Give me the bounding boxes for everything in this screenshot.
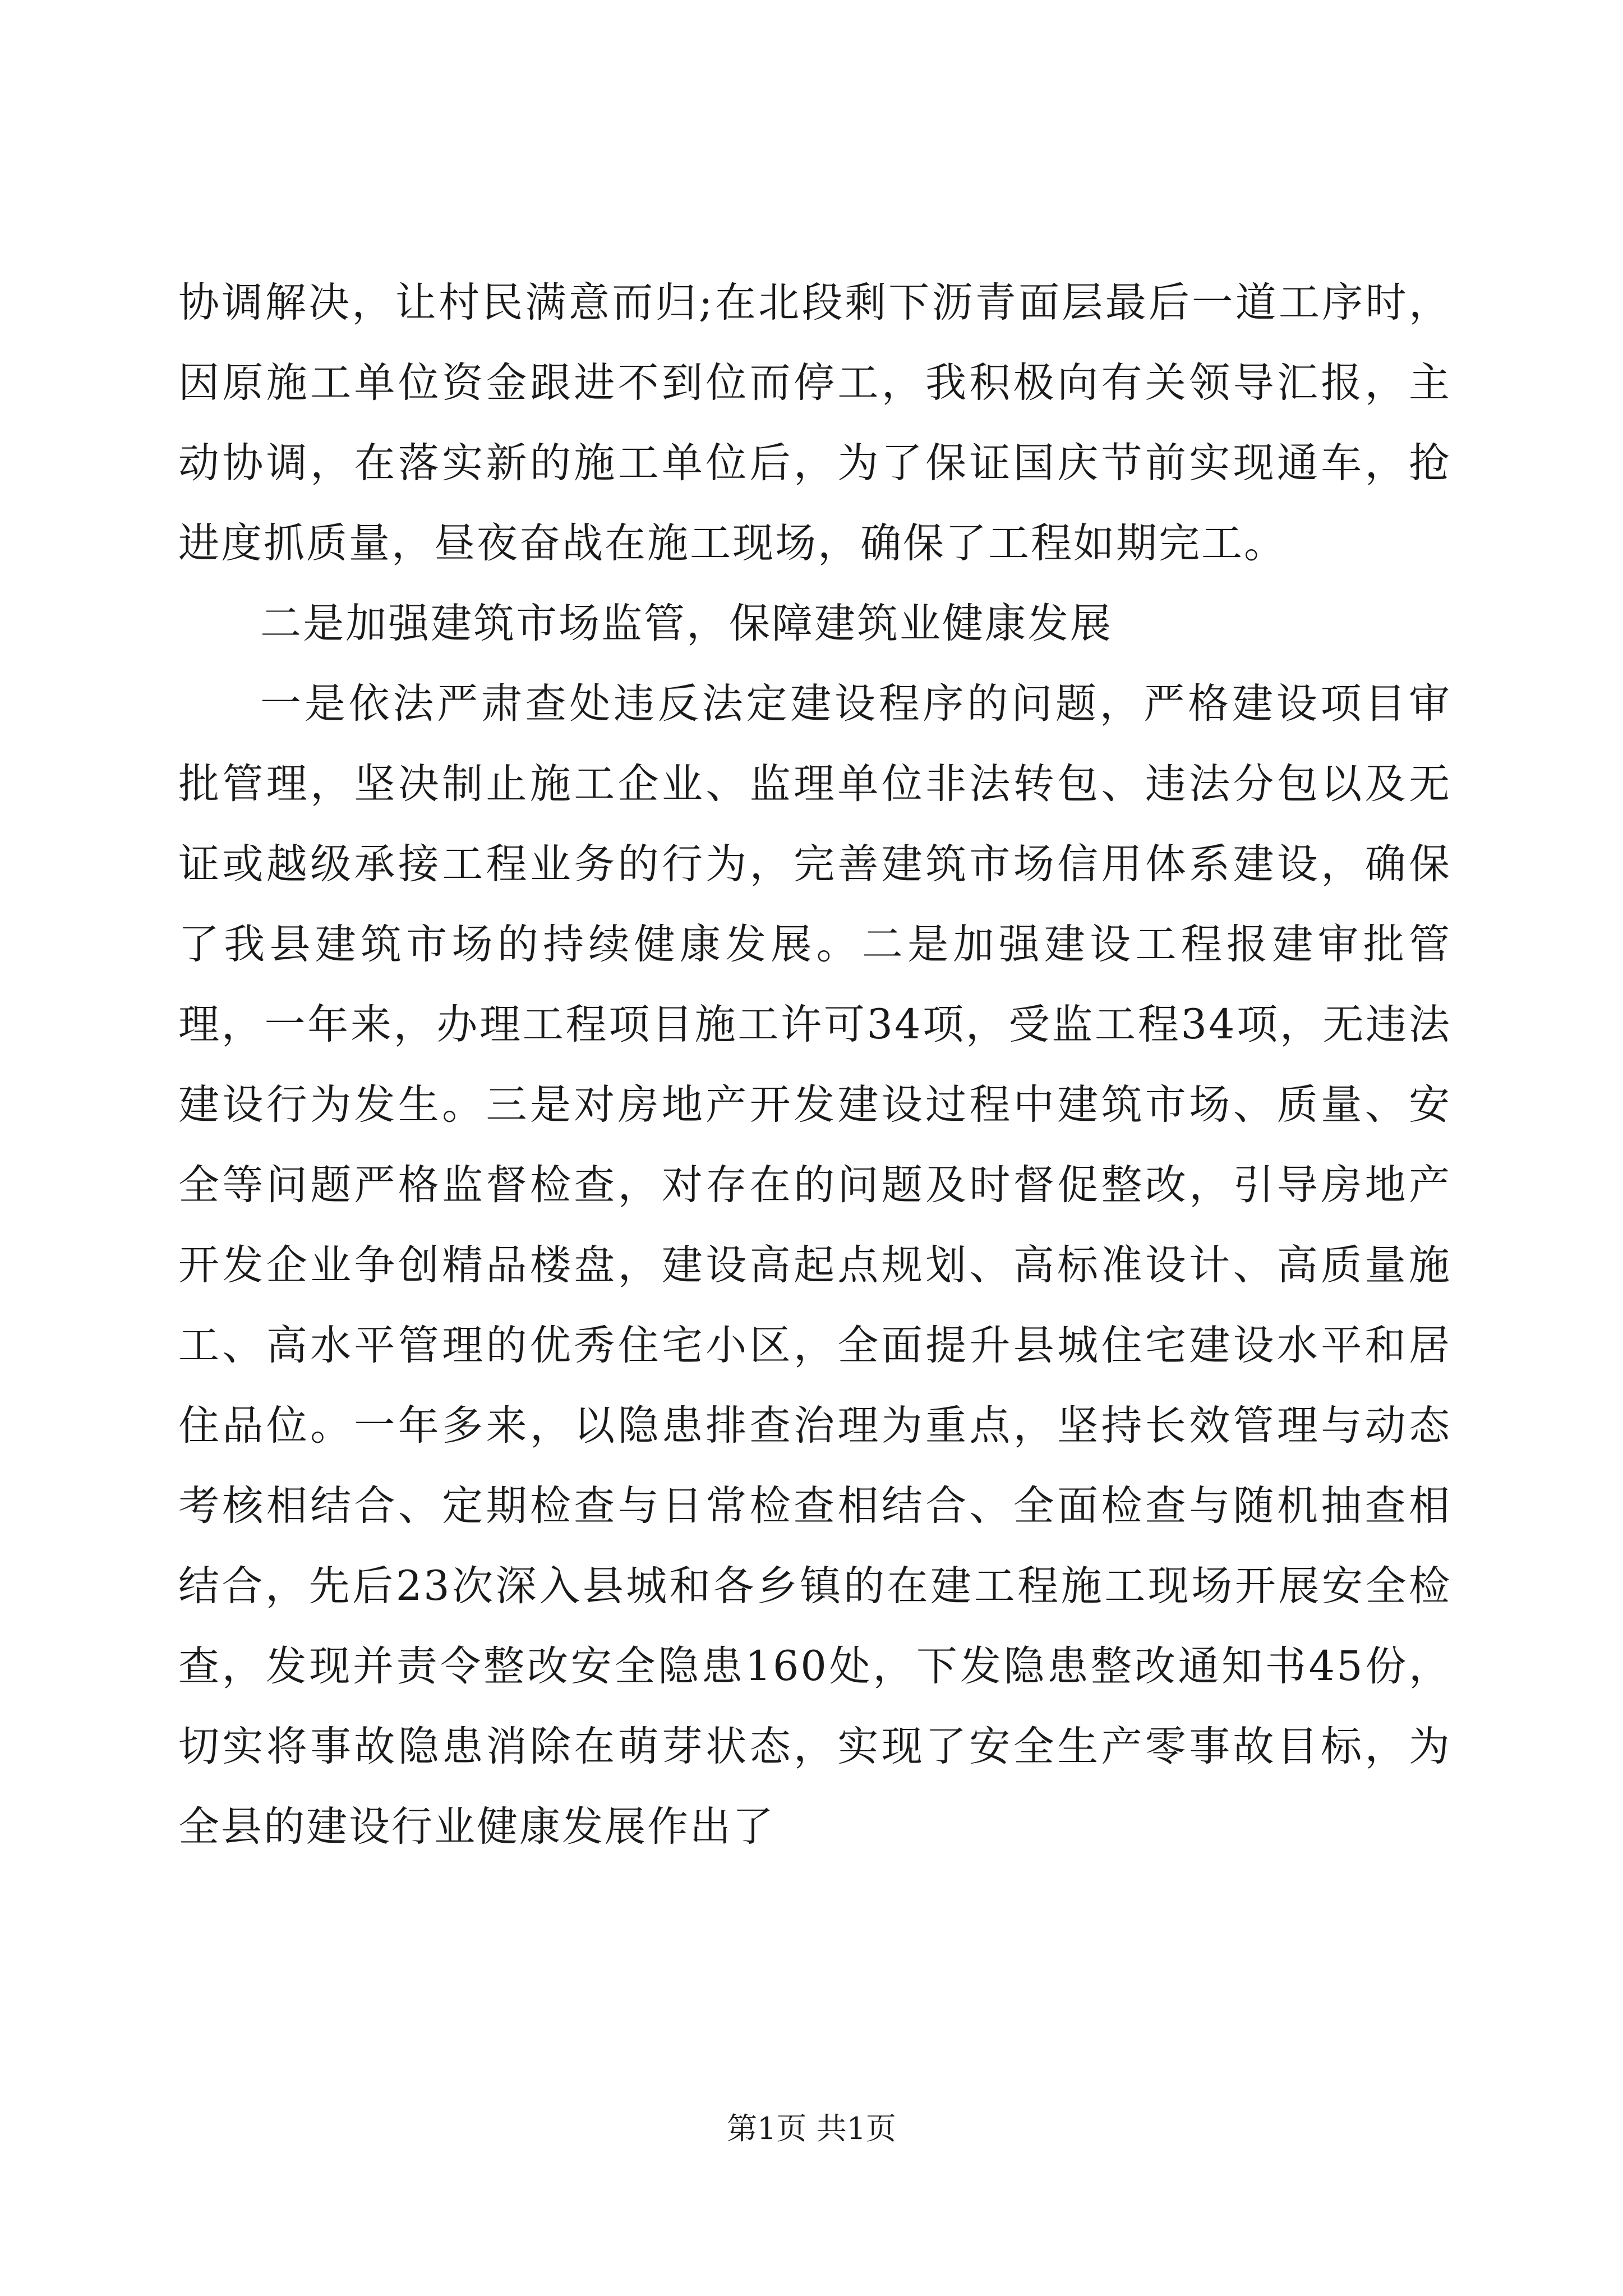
section-heading: 二是加强建筑市场监管，保障建筑业健康发展 (260, 600, 1113, 647)
paragraph-body: 一是依法严肃查处违反法定建设程序的问题，严格建设项目审批管理，坚决制止施工企业、监理单位非法转包、违法分包以及无证或越级承接工程业务的行为，完善建筑市场信用体系建设，确保了我县建筑市场的持续健康发展。二是加强建设工程报建审批管理，一年来，办理工程项目施工许可34项，受监工程34项，无违法建设行为发生。三是对房地产开发建设过程中建筑市场、质量、安全等问题严格监督检查，对存在的问题及时督促整改，引导房地产开发企业争创精品楼盘，建设高起点规划、高标准设计、高质量施工、高水平管理的优秀住宅小区，全面提升县城住宅建设水平和居住品位。一年多来，以隐患排查治理为重点，坚持长效管理与动态考核相结合、定期检查与日常检查相结合、全面检查与随机抽查相结合，先后23次深入县城和各乡镇的在建工程施工现场开展安全检查，发现并责令整改安全隐患160处，下发隐患整改通知书45份，切实将事故隐患消除在萌芽状态，实现了安全生产零事故目标，为全县的建设行业健康发展作出了 (178, 680, 1451, 1851)
paragraph-continuation: 协调解决，让村民满意而归;在北段剩下沥青面层最后一道工序时，因原施工单位资金跟进不到位而停工，我积极向有关领导汇报，主动协调，在落实新的施工单位后，为了保证国庆节前实现通车，抢进度抓质量，昼夜奋战在施工现场，确保了工程如期完工。 (178, 279, 1451, 567)
page-footer: 第1页 共1页 (727, 2111, 896, 2146)
document-body (178, 263, 1451, 1867)
